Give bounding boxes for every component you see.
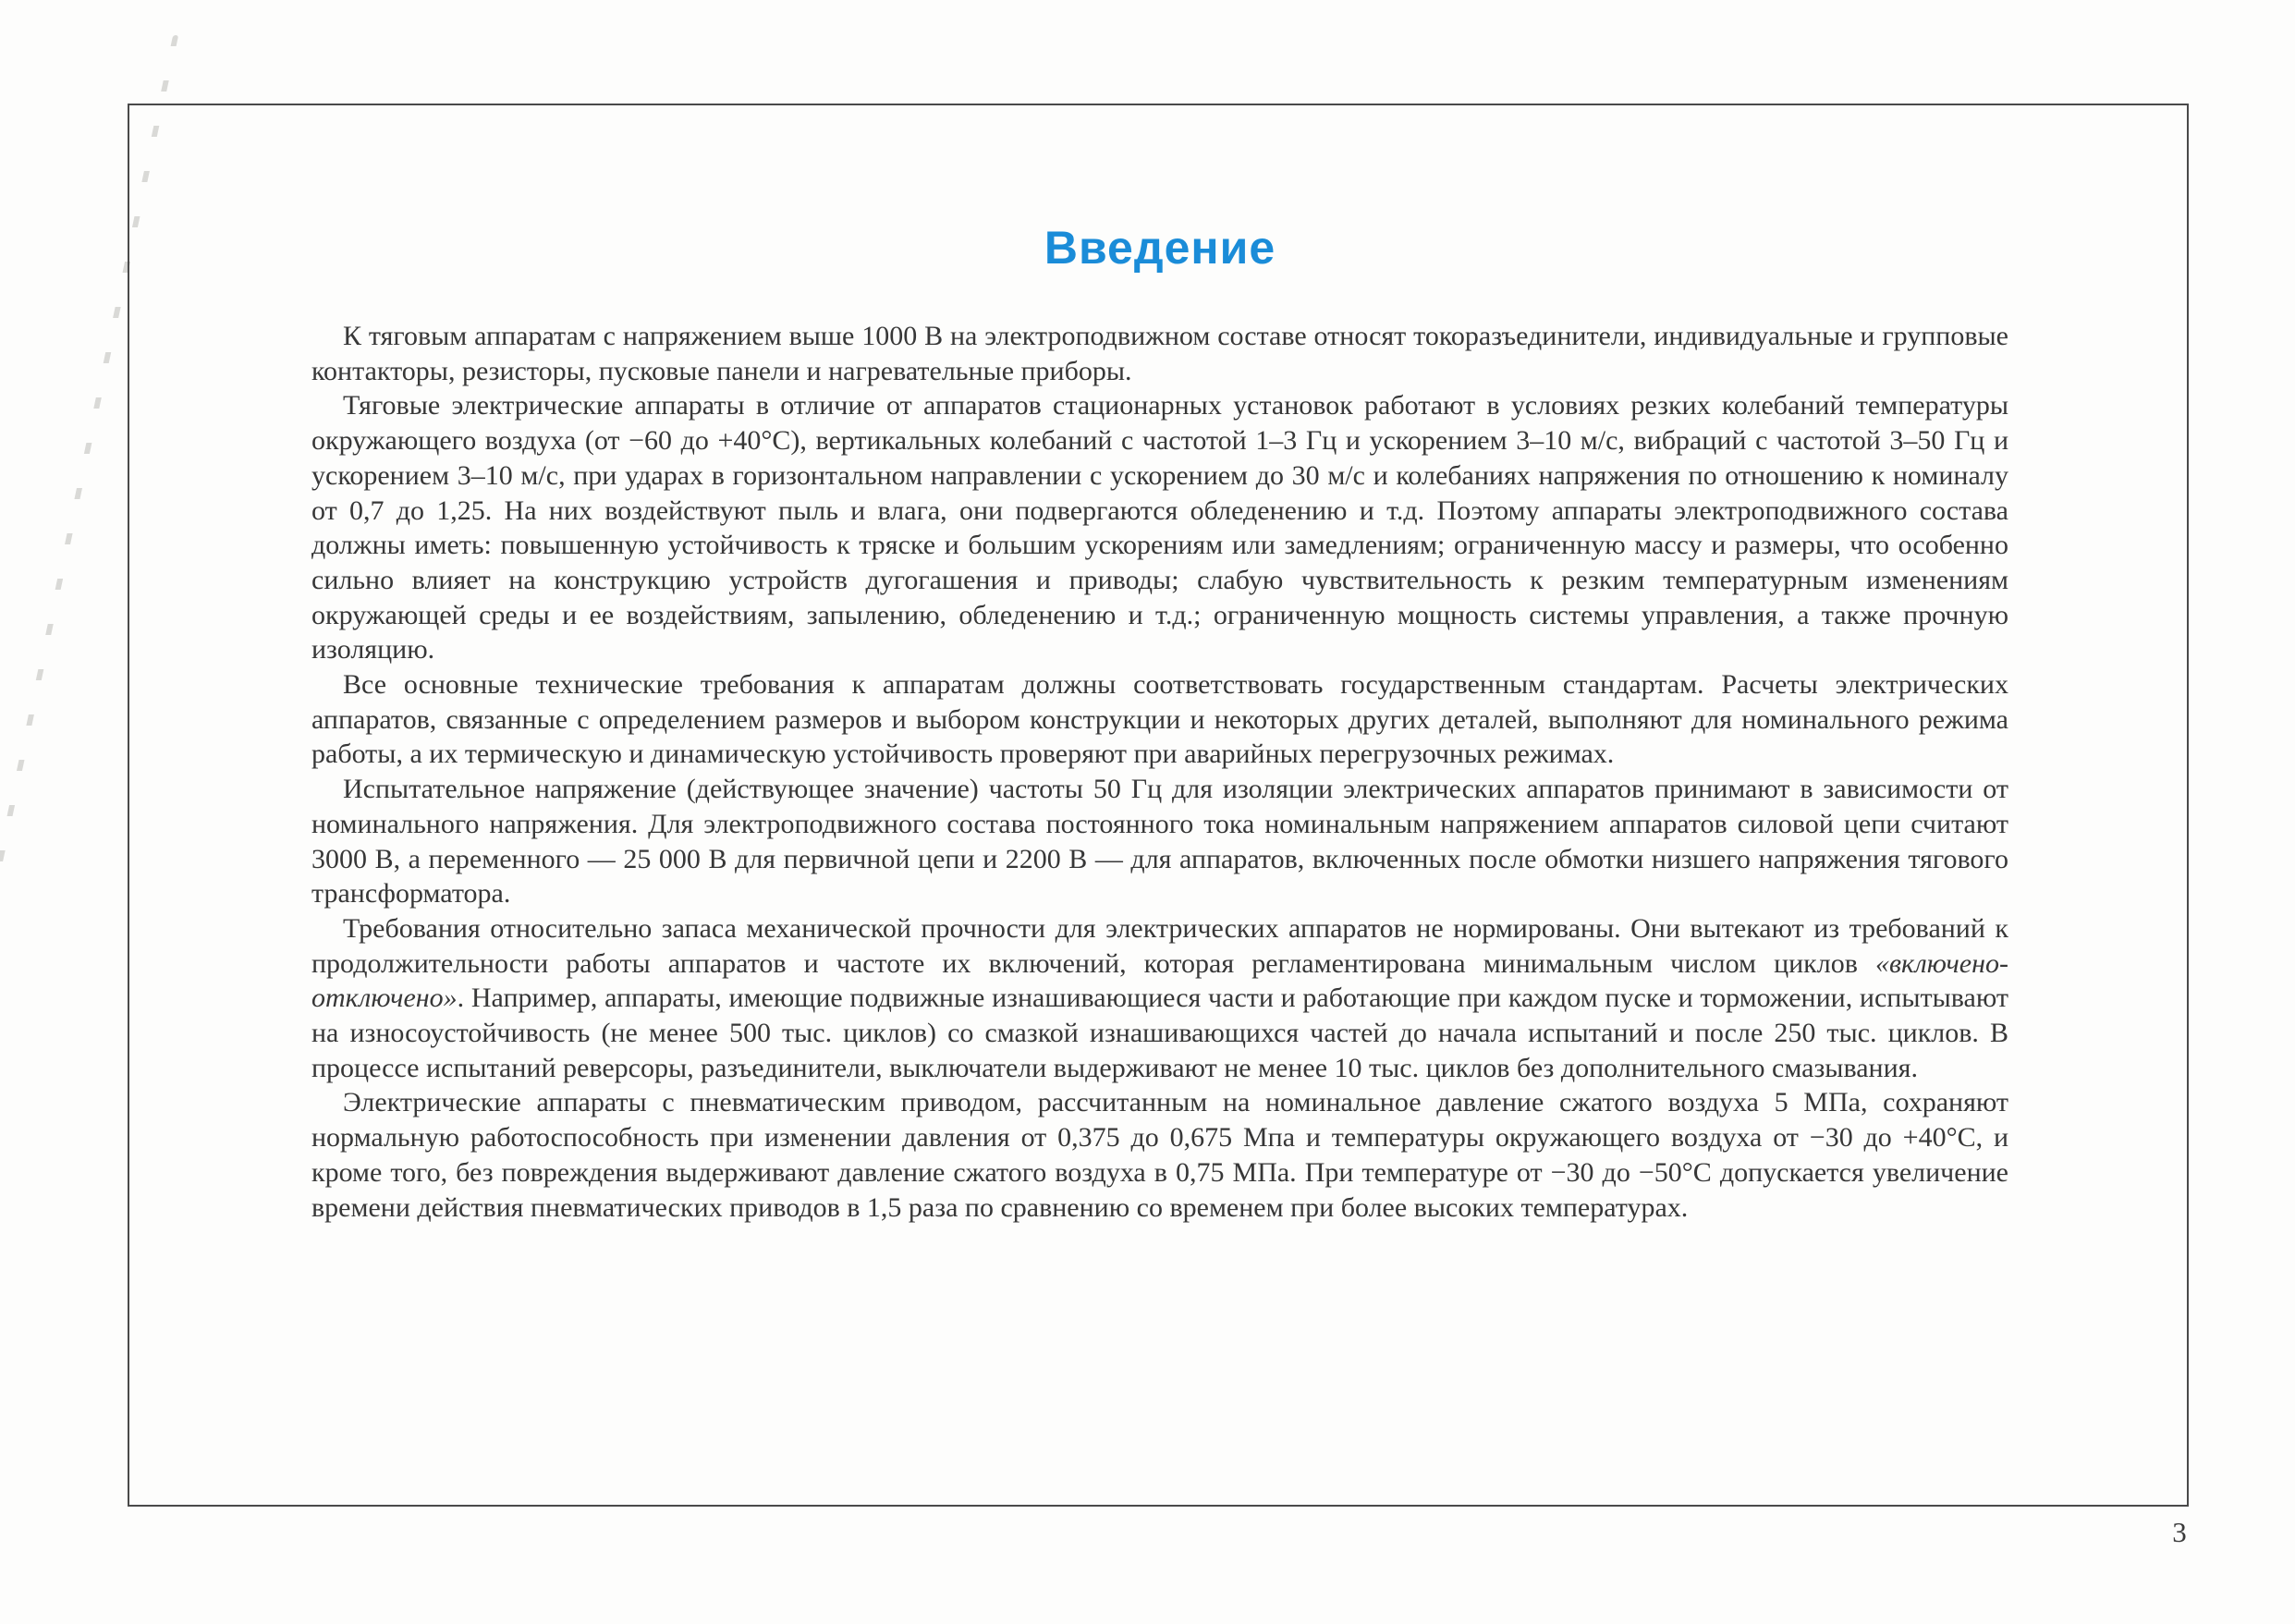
paragraph: [311, 911, 2008, 1086]
introduction-text-block: [311, 319, 2008, 1225]
paragraph: Испытательное напряжение (действующее значение) частоты 50 Гц для изоляции электрических аппаратов принимают в зависимости от номинального напряжения. Для электроподвижного состава постоянного тока номинальным напряжением аппаратов силовой цепи считают 3000 В, а переменного — 25 000 В для первичной цепи и 2200 В — для аппаратов, включенных после обмотки низшего напряжения тягового трансформатора.: [311, 774, 2008, 910]
page-title: Введение: [1044, 222, 1276, 274]
page-number: 3: [2172, 1516, 2187, 1548]
paragraph-text: . Например, аппараты, имеющие подвижные изнашивающиеся части и работающие при каждом пуске и торможении, испытывают на износоустойчивость (не менее 500 тыс. циклов) со смазкой изнашивающихся частей до начала испытаний и после 250 тыс. циклов. В процессе испытаний реверсоры, разъединители, выключатели выдерживают не менее 10 тыс. циклов без дополнительного смазывания.: [311, 983, 2008, 1083]
paragraph: К тяговым аппаратам с напряжением выше 1000 В на электроподвижном составе относят токоразъединители, индивидуальные и групповые контакторы, резисторы, пусковые панели и нагревательные приборы.: [311, 321, 2008, 386]
paragraph: Электрические аппараты с пневматическим приводом, рассчитанным на номинальное давление сжатого воздуха 5 МПа, сохраняют нормальную работоспособность при изменении давления от 0,375 до 0,675 Мпа и температуры окружающего воздуха от −30 до +40°С, и кроме того, без повреждения выдерживают давление сжатого воздуха в 0,75 МПа. При температуре от −30 до −50°С допускается увеличение времени действия пневматических приводов в 1,5 раза по сравнению со временем при более высоких температурах.: [311, 1087, 2008, 1223]
paragraph: Все основные технические требования к аппаратам должны соответствовать государственным стандартам. Расчеты электрических аппаратов, связанные с определением размеров и выбором конструкции и некоторых других деталей, выполняют для номинального режима работы, а их термическую и динамическую устойчивость проверяют при аварийных перегрузочных режимах.: [311, 669, 2008, 770]
italic-phrase: «включено-отключено»: [311, 947, 2008, 1014]
paragraph: Тяговые электрические аппараты в отличие от аппаратов стационарных установок работают в условиях резких колебаний температуры окружающего воздуха (от −60 до +40°С), вертикальных колебаний с частотой 1–3 Гц и ускорением 3–10 м/с, вибраций с частотой 3–50 Гц и ускорением 3–10 м/с, при ударах в горизонтальном направлении с ускорением до 30 м/с и колебаниях напряжения по отношению к номиналу от 0,7 до 1,25. На них воздействуют пыль и влага, они подвергаются обледенению и т.д. Поэтому аппараты электроподвижного состава должны иметь: повышенную устойчивость к тряске и большим ускорениям или замедлениям; ограниченную массу и размеры, что особенно сильно влияет на конструкцию устройств дугогашения и приводы; слабую чувствительность к резким температурным изменениям окружающей среды и ее воздействиям, запылению, обледенению и т.д.; ограниченную мощность системы управления, а также прочную изоляцию.: [311, 390, 2008, 665]
paragraph-text: Требования относительно запаса механической прочности для электрических аппаратов не нормированы. Они вытекают из требований к продолжительности работы аппаратов и частоте их включений, которая регламентирована минимальным числом циклов: [311, 912, 2008, 979]
